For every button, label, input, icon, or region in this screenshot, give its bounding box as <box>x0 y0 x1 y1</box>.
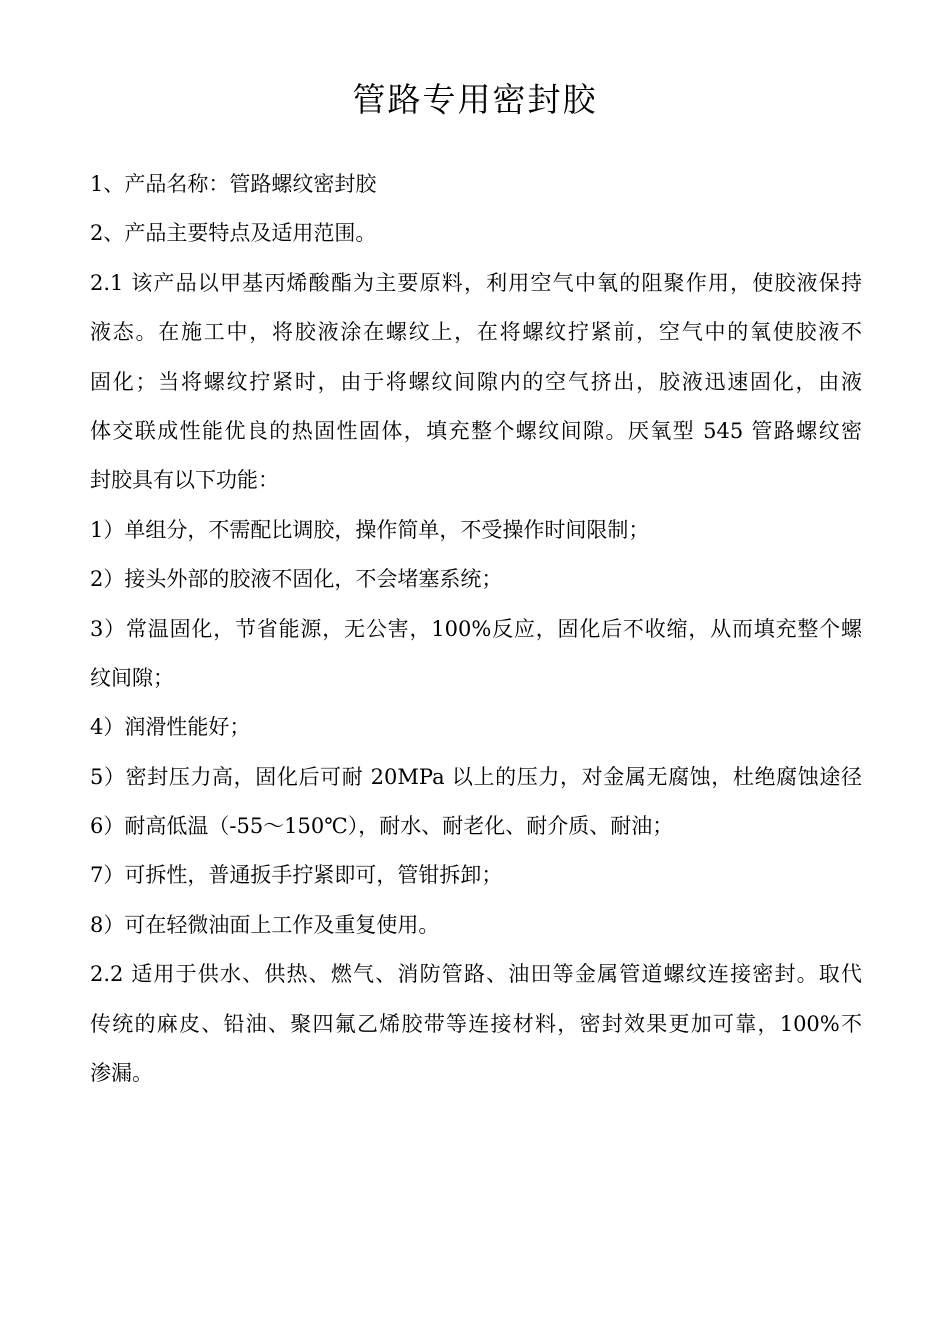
paragraph-2-2-line: 传统的麻皮、铅油、聚四氟乙烯胶带等连接材料，密封效果更加可靠，100%不 <box>90 1011 862 1036</box>
paragraph-2-1-line: 2.1 该产品以甲基丙烯酸酯为主要原料，利用空气中氧的阻聚作用，使胶液保持 <box>90 270 862 295</box>
paragraph-2-1-line: 体交联成性能优良的热固性固体，填充整个螺纹间隙。厌氧型 545 管路螺纹密 <box>90 418 862 443</box>
paragraph-2-1-line: 液态。在施工中，将胶液涂在螺纹上，在将螺纹拧紧前，空气中的氧使胶液不 <box>90 320 862 345</box>
feature-item-3: 3）常温固化，节省能源，无公害，100%反应，固化后不收缩，从而填充整个螺 <box>90 616 862 641</box>
feature-item-4: 4）润滑性能好； <box>90 715 251 740</box>
paragraph-2-1-line: 封胶具有以下功能： <box>90 468 279 493</box>
features-heading-line: 2、产品主要特点及适用范围。 <box>90 221 377 246</box>
document-title: 管路专用密封胶 <box>352 80 598 119</box>
paragraph-2-1-line: 固化；当将螺纹拧紧时，由于将螺纹间隙内的空气挤出，胶液迅速固化，由液 <box>90 369 862 394</box>
paragraph-2-2-line: 渗漏。 <box>90 1061 153 1086</box>
feature-item-6: 6）耐高低温（-55～150℃），耐水、耐老化、耐介质、耐油； <box>90 814 674 839</box>
paragraph-2-2-line: 2.2 适用于供水、供热、燃气、消防管路、油田等金属管道螺纹连接密封。取代 <box>90 962 862 987</box>
feature-item-1: 1）单组分，不需配比调胶，操作简单，不受操作时间限制； <box>90 517 650 542</box>
feature-item-2: 2）接头外部的胶液不固化，不会堵塞系统； <box>90 567 503 592</box>
document-body <box>90 160 862 1098</box>
feature-item-7: 7）可拆性，普通扳手拧紧即可，管钳拆卸； <box>90 863 503 888</box>
product-name-line: 1、产品名称：管路螺纹密封胶 <box>90 172 377 196</box>
feature-item-5: 5）密封压力高，固化后可耐 20MPa 以上的压力，对金属无腐蚀，杜绝腐蚀途径 <box>90 764 862 789</box>
feature-item-8: 8）可在轻微油面上工作及重复使用。 <box>90 912 440 937</box>
feature-item-3-continued: 纹间隙； <box>90 665 174 690</box>
